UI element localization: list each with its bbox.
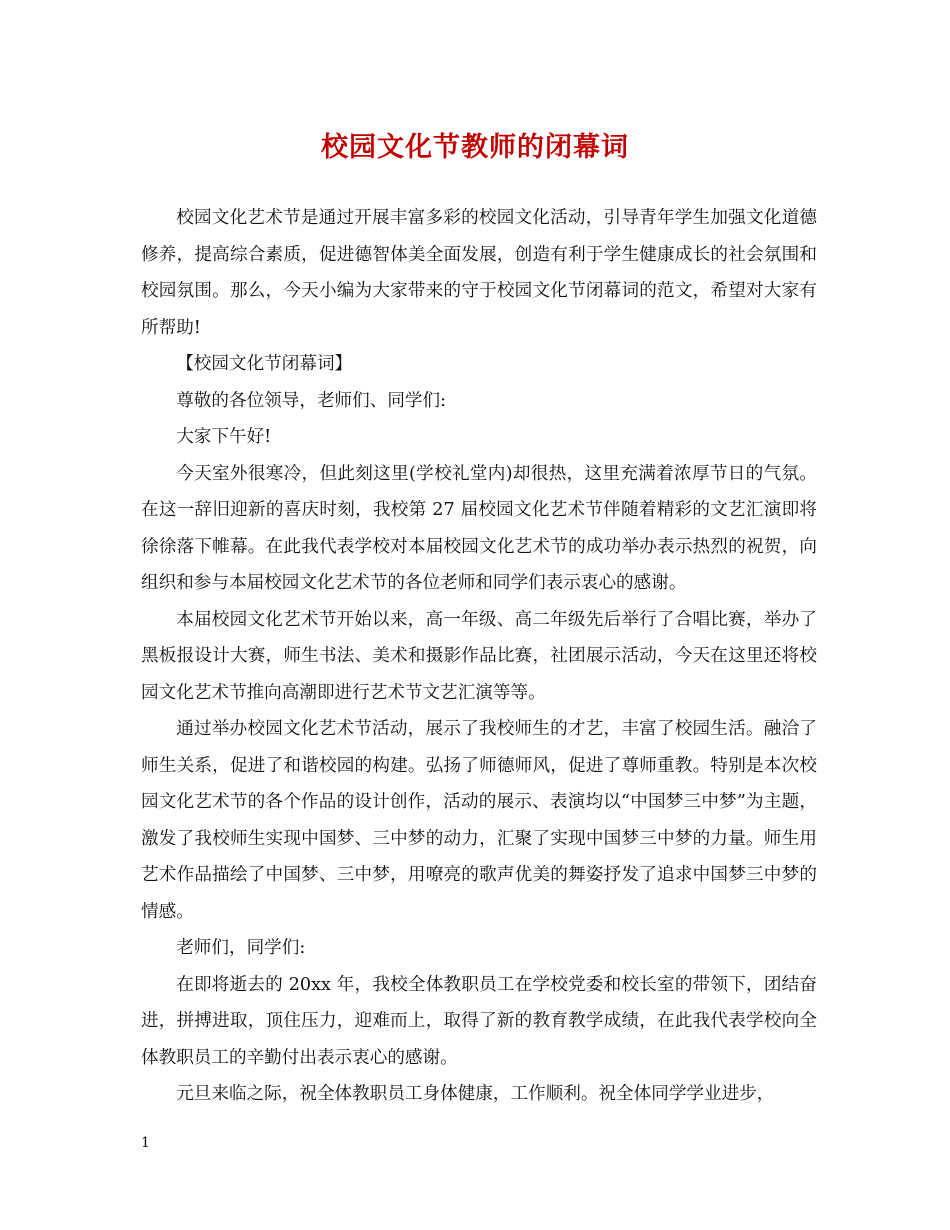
paragraph-activities: 本届校园文化艺术节开始以来，高一年级、高二年级先后举行了合唱比赛，举办了黑板报设计大赛，师生书法、美术和摄影作品比赛，社团展示活动，今天在这里还将校园文化艺术节推向高潮即进行艺术节文艺汇演等等。 — [141, 609, 817, 703]
paragraph-wishes: 元旦来临之际，祝全体教职员工身体健康，工作顺利。祝全体同学学业进步， — [176, 1084, 775, 1104]
document-title: 校园文化节教师的闭幕词 — [321, 132, 629, 163]
page-number: 1 — [141, 1135, 150, 1151]
paragraph-intro: 校园文化艺术节是通过开展丰富多彩的校园文化活动，引导青年学生加强文化道德修养，提高综合素质，促进德智体美全面发展，创造有利于学生健康成长的社会氛围和校园氛围。那么，今天小编为大家带来的守于校园文化节闭幕词的范文，希望对大家有所帮助! — [141, 208, 817, 338]
paragraph-address: 老师们，同学们: — [176, 938, 306, 958]
document-body — [141, 200, 817, 1113]
paragraph-thanks: 在即将逝去的 20xx 年，我校全体教职员工在学校党委和校长室的带领下，团结奋进，拼搏进取，顶住压力，迎难而上，取得了新的教育教学成绩，在此我代表学校向全体教职员工的辛勤付出表示衷心的感谢。 — [141, 974, 817, 1068]
paragraph-achievements: 通过举办校园文化艺术节活动，展示了我校师生的才艺，丰富了校园生活。融洽了师生关系，促进了和谐校园的构建。弘扬了师德师风，促进了尊师重教。特别是本次校园文化艺术节的各个作品的设计创作，活动的展示、表演均以“中国梦三中梦”为主题，激发了我校师生实现中国梦、三中梦的动力，汇聚了实现中国梦三中梦的力量。师生用艺术作品描绘了中国梦、三中梦，用嘹亮的歌声优美的舞姿抒发了追求中国梦三中梦的情感。 — [141, 719, 817, 922]
paragraph-celebration: 今天室外很寒冷，但此刻这里(学校礼堂内)却很热，这里充满着浓厚节日的气氛。在这一辞旧迎新的喜庆时刻，我校第 27 届校园文化艺术节伴随着精彩的文艺汇演即将徐徐落下帷幕。在此我代表学校对本届校园文化艺术节的成功举办表示热烈的祝贺，向组织和参与本届校园文化艺术节的各位老师和同学们表示衷心的感谢。 — [141, 463, 817, 593]
paragraph-heading: 【校园文化节闭幕词】 — [176, 354, 353, 374]
paragraph-greeting: 大家下午好! — [176, 427, 272, 447]
paragraph-salutation: 尊敬的各位领导，老师们、同学们: — [176, 390, 447, 411]
